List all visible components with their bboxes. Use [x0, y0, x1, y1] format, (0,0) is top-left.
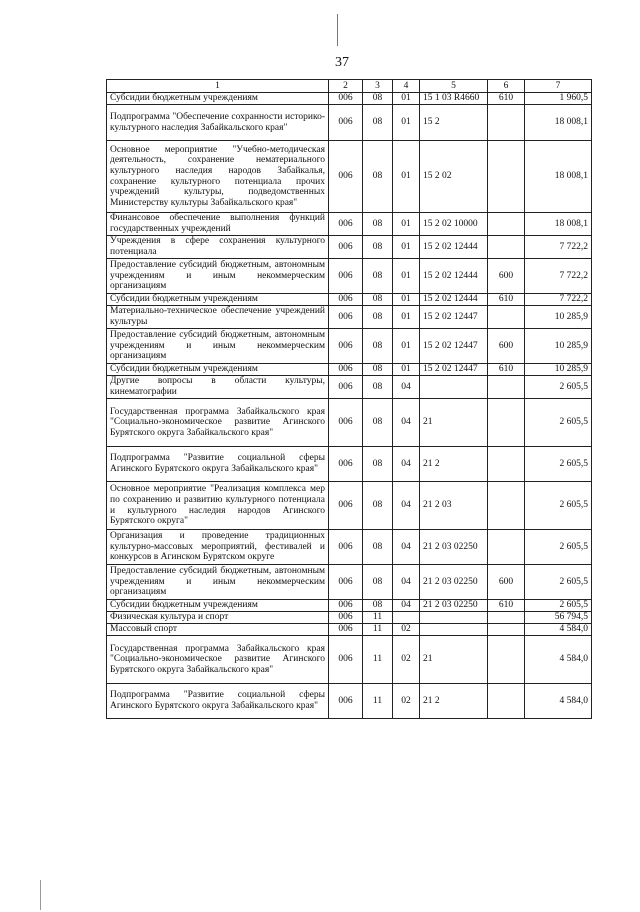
row-col-4: 02	[393, 636, 420, 684]
row-code: 21	[420, 636, 488, 684]
row-code: 21 2 03 02250	[420, 565, 488, 600]
row-name: Другие вопросы в области культуры, кинематографии	[107, 376, 329, 399]
row-col-2: 006	[329, 306, 363, 329]
header-col-2: 2	[329, 80, 363, 93]
row-col-2: 006	[329, 684, 363, 719]
table-row	[107, 600, 592, 612]
row-col-4: 04	[393, 482, 420, 530]
row-code: 21 2 03 02250	[420, 530, 488, 565]
row-col-2: 006	[329, 376, 363, 399]
row-col-2: 006	[329, 364, 363, 376]
row-name: Физическая культура и спорт	[107, 612, 329, 624]
table-row	[107, 565, 592, 600]
row-name: Субсидии бюджетным учреждениям	[107, 600, 329, 612]
table-row	[107, 294, 592, 306]
row-col-6: 610	[488, 600, 525, 612]
row-col-3: 08	[363, 213, 393, 236]
row-col-6	[488, 684, 525, 719]
row-code: 15 2 02 12447	[420, 306, 488, 329]
header-col-6: 6	[488, 80, 525, 93]
table-row	[107, 141, 592, 213]
row-name: Государственная программа Забайкальского края "Социально-экономическое развитие Агинского Бурятского округа Забайкальского края"	[107, 636, 329, 684]
row-sum: 10 285,9	[525, 306, 592, 329]
row-col-4: 01	[393, 364, 420, 376]
row-col-6	[488, 376, 525, 399]
row-col-2: 006	[329, 105, 363, 141]
row-sum: 2 605,5	[525, 600, 592, 612]
row-code: 15 2 02 12444	[420, 294, 488, 306]
row-col-3: 08	[363, 364, 393, 376]
row-name: Подпрограмма "Развитие социальной сферы Агинского Бурятского округа Забайкальского края"	[107, 447, 329, 482]
row-col-2: 006	[329, 624, 363, 636]
row-sum: 7 722,2	[525, 236, 592, 259]
row-sum: 1 960,5	[525, 93, 592, 105]
row-code: 15 2 02 12447	[420, 364, 488, 376]
row-col-3: 08	[363, 399, 393, 447]
row-code: 21 2	[420, 447, 488, 482]
row-col-6	[488, 236, 525, 259]
row-name: Подпрограмма "Развитие социальной сферы Агинского Бурятского округа Забайкальского края"	[107, 684, 329, 719]
row-sum: 2 605,5	[525, 447, 592, 482]
row-col-6	[488, 399, 525, 447]
row-col-2: 006	[329, 612, 363, 624]
scan-line	[337, 14, 338, 46]
row-col-6	[488, 306, 525, 329]
row-code: 15 2	[420, 105, 488, 141]
table-row	[107, 236, 592, 259]
row-sum: 4 584,0	[525, 684, 592, 719]
row-col-6	[488, 530, 525, 565]
row-col-4: 01	[393, 141, 420, 213]
row-sum: 7 722,2	[525, 259, 592, 294]
row-col-2: 006	[329, 600, 363, 612]
row-code: 21 2 03 02250	[420, 600, 488, 612]
row-col-3: 08	[363, 294, 393, 306]
row-col-4: 01	[393, 294, 420, 306]
row-code	[420, 612, 488, 624]
row-name: Массовый спорт	[107, 624, 329, 636]
row-code	[420, 376, 488, 399]
row-col-2: 006	[329, 93, 363, 105]
row-col-6: 610	[488, 93, 525, 105]
row-col-2: 006	[329, 329, 363, 364]
row-name: Предоставление субсидий бюджетным, автономным учреждениям и иным некоммерческим организациям	[107, 329, 329, 364]
row-col-3: 08	[363, 306, 393, 329]
row-sum: 10 285,9	[525, 329, 592, 364]
table-row	[107, 482, 592, 530]
row-sum: 2 605,5	[525, 482, 592, 530]
row-col-3: 08	[363, 236, 393, 259]
row-col-3: 08	[363, 105, 393, 141]
row-name: Организация и проведение традиционных культурно-массовых мероприятий, фестивалей и конкурсов в Агинском Бурятском округе	[107, 530, 329, 565]
row-col-4: 04	[393, 530, 420, 565]
row-col-4: 04	[393, 399, 420, 447]
row-name: Предоставление субсидий бюджетным, автономным учреждениям и иным некоммерческим организациям	[107, 259, 329, 294]
row-col-6	[488, 213, 525, 236]
row-name: Подпрограмма "Обеспечение сохранности историко-культурного наследия Забайкальского края"	[107, 105, 329, 141]
table-row	[107, 636, 592, 684]
row-col-3: 11	[363, 612, 393, 624]
row-sum: 4 584,0	[525, 624, 592, 636]
row-code: 15 2 02 12447	[420, 329, 488, 364]
table-row	[107, 306, 592, 329]
row-col-4: 01	[393, 306, 420, 329]
row-col-6: 610	[488, 364, 525, 376]
row-col-4: 01	[393, 236, 420, 259]
row-col-4: 01	[393, 93, 420, 105]
row-col-3: 08	[363, 93, 393, 105]
table-row	[107, 329, 592, 364]
table-row	[107, 105, 592, 141]
row-col-3: 08	[363, 447, 393, 482]
table-row	[107, 376, 592, 399]
row-col-2: 006	[329, 636, 363, 684]
row-col-4: 01	[393, 213, 420, 236]
row-code: 21 2	[420, 684, 488, 719]
header-col-5: 5	[420, 80, 488, 93]
row-col-6: 600	[488, 329, 525, 364]
row-col-3: 11	[363, 624, 393, 636]
scan-mark	[40, 880, 41, 910]
table-row	[107, 684, 592, 719]
row-code: 15 1 03 R4660	[420, 93, 488, 105]
row-name: Субсидии бюджетным учреждениям	[107, 364, 329, 376]
row-col-6: 610	[488, 294, 525, 306]
row-col-3: 08	[363, 329, 393, 364]
row-col-6: 600	[488, 259, 525, 294]
row-col-2: 006	[329, 530, 363, 565]
row-col-2: 006	[329, 236, 363, 259]
row-code: 21 2 03	[420, 482, 488, 530]
row-col-4: 02	[393, 624, 420, 636]
row-code	[420, 624, 488, 636]
row-name: Материально-техническое обеспечение учреждений культуры	[107, 306, 329, 329]
row-code: 15 2 02 12444	[420, 236, 488, 259]
row-sum: 18 008,1	[525, 141, 592, 213]
row-code: 15 2 02 10000	[420, 213, 488, 236]
page-number: 37	[335, 55, 349, 70]
row-col-6	[488, 612, 525, 624]
row-col-6	[488, 141, 525, 213]
row-name: Основное мероприятие "Реализация комплекса мер по сохранению и развитию культурного потенциала и культурного наследия народов Агинского Бурятского округа"	[107, 482, 329, 530]
row-name: Финансовое обеспечение выполнения функций государственных учреждений	[107, 213, 329, 236]
row-col-4	[393, 612, 420, 624]
row-col-3: 08	[363, 259, 393, 294]
row-sum: 7 722,2	[525, 294, 592, 306]
row-sum: 2 605,5	[525, 530, 592, 565]
row-col-2: 006	[329, 294, 363, 306]
row-name: Государственная программа Забайкальского края "Социально-экономическое развитие Агинского Бурятского округа Забайкальского края"	[107, 399, 329, 447]
row-col-4: 01	[393, 329, 420, 364]
row-col-3: 08	[363, 600, 393, 612]
row-code: 15 2 02	[420, 141, 488, 213]
row-sum: 18 008,1	[525, 105, 592, 141]
row-name: Субсидии бюджетным учреждениям	[107, 294, 329, 306]
row-col-4: 04	[393, 376, 420, 399]
row-sum: 2 605,5	[525, 565, 592, 600]
table-row	[107, 93, 592, 105]
row-col-4: 04	[393, 565, 420, 600]
row-col-4: 02	[393, 684, 420, 719]
row-col-4: 04	[393, 447, 420, 482]
row-col-4: 01	[393, 259, 420, 294]
row-col-3: 08	[363, 530, 393, 565]
row-col-3: 08	[363, 482, 393, 530]
row-col-4: 04	[393, 600, 420, 612]
table-row	[107, 612, 592, 624]
header-row	[107, 80, 592, 93]
table-row	[107, 213, 592, 236]
table-row	[107, 624, 592, 636]
row-name: Учреждения в сфере сохранения культурного потенциала	[107, 236, 329, 259]
row-col-2: 006	[329, 259, 363, 294]
row-name: Основное мероприятие "Учебно-методическая деятельность, сохранение нематериального культурного наследия народов Забайкалья, сохранение культурного потенциала прочих учреждений культуры, подведомственных Министерству культуры Забайкальского края"	[107, 141, 329, 213]
row-sum: 18 008,1	[525, 213, 592, 236]
row-sum: 2 605,5	[525, 399, 592, 447]
row-sum: 2 605,5	[525, 376, 592, 399]
row-col-6	[488, 624, 525, 636]
row-col-4: 01	[393, 105, 420, 141]
row-col-2: 006	[329, 213, 363, 236]
table-row	[107, 259, 592, 294]
row-sum: 4 584,0	[525, 636, 592, 684]
row-sum: 56 794,5	[525, 612, 592, 624]
row-col-3: 08	[363, 141, 393, 213]
row-name: Субсидии бюджетным учреждениям	[107, 93, 329, 105]
row-col-3: 08	[363, 565, 393, 600]
row-col-6	[488, 482, 525, 530]
table-row	[107, 399, 592, 447]
budget-table	[106, 79, 592, 719]
row-col-6	[488, 105, 525, 141]
header-col-7: 7	[525, 80, 592, 93]
header-col-1: 1	[107, 80, 329, 93]
row-col-2: 006	[329, 399, 363, 447]
row-col-6: 600	[488, 565, 525, 600]
row-col-6	[488, 447, 525, 482]
row-col-6	[488, 636, 525, 684]
header-col-4: 4	[393, 80, 420, 93]
table-row	[107, 364, 592, 376]
table-row	[107, 530, 592, 565]
row-col-3: 08	[363, 376, 393, 399]
row-col-2: 006	[329, 447, 363, 482]
row-col-3: 11	[363, 636, 393, 684]
row-col-2: 006	[329, 565, 363, 600]
header-col-3: 3	[363, 80, 393, 93]
row-col-2: 006	[329, 482, 363, 530]
row-name: Предоставление субсидий бюджетным, автономным учреждениям и иным некоммерческим организациям	[107, 565, 329, 600]
table-row	[107, 447, 592, 482]
row-sum: 10 285,9	[525, 364, 592, 376]
row-col-3: 11	[363, 684, 393, 719]
row-code: 15 2 02 12444	[420, 259, 488, 294]
row-code: 21	[420, 399, 488, 447]
row-col-2: 006	[329, 141, 363, 213]
